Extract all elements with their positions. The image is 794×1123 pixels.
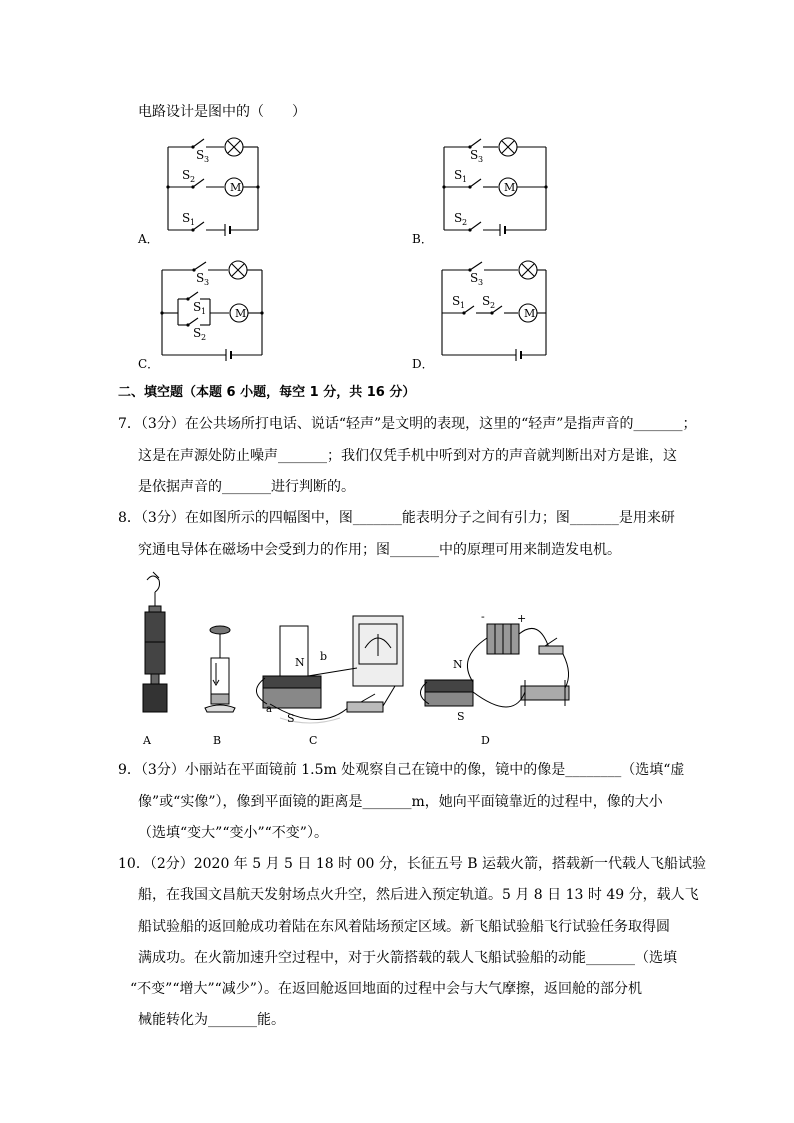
option-a-label: A． [138, 232, 159, 246]
circuit-option-a [138, 132, 268, 248]
circuit-b-diagram [412, 132, 552, 244]
svg-text:M: M [524, 307, 536, 320]
option-b-label: B． [412, 232, 433, 246]
svg-text:3: 3 [478, 155, 484, 164]
circuit-c-diagram [138, 255, 268, 367]
figure-b-label: B [213, 734, 222, 747]
svg-text:3: 3 [478, 278, 484, 287]
circuit-a-diagram [138, 132, 268, 244]
question-6-tail: 电路设计是图中的（ ） [138, 104, 306, 120]
svg-text:3: 3 [204, 155, 210, 164]
svg-text:1: 1 [190, 218, 196, 227]
question-10-line-3: 船试验船的返回舱成功着陆在东风着陆场预定区域。新飞船试验船飞行试验任务取得圆 [138, 919, 670, 935]
question-10-line-2: 船，在我国文昌航天发射场点火升空，然后进入预定轨道。5 月 8 日 13 时 49 分，载人飞 [138, 887, 699, 903]
circuit-option-c [138, 255, 268, 371]
svg-text:S: S [193, 300, 202, 314]
figure-a-label: A [143, 734, 151, 747]
svg-text:b: b [320, 650, 328, 663]
svg-text:3: 3 [204, 278, 210, 287]
svg-text:S: S [454, 168, 463, 182]
question-8-line-1: 8．（3分）在如图所示的四幅图中，图_______能表明分子之间有引力；图_______是用来研 [118, 510, 675, 526]
option-d-label: D． [412, 357, 434, 371]
svg-text:S: S [452, 294, 461, 308]
motor-label: M [230, 181, 242, 194]
svg-text:S: S [193, 326, 202, 340]
svg-text:S: S [287, 712, 295, 725]
svg-text:2: 2 [201, 333, 207, 342]
circuit-option-d [412, 255, 552, 371]
option-c-label: C． [138, 357, 160, 371]
svg-text:S: S [457, 710, 465, 723]
svg-text:N: N [453, 658, 463, 671]
svg-text:S: S [470, 271, 479, 285]
svg-text:S: S [454, 211, 463, 225]
svg-text:1: 1 [462, 175, 468, 184]
circuit-option-b [412, 132, 552, 248]
svg-text:S: S [182, 168, 191, 182]
question-8-line-2: 究通电导体在磁场中会受到力的作用；图_______中的原理可用来制造发电机。 [138, 542, 621, 558]
section-heading: 二、填空题（本题 6 小题，每空 1 分，共 16 分） [118, 385, 416, 400]
svg-text:a: a [266, 704, 272, 715]
question-8-figure [125, 568, 595, 748]
question-10-line-5: “不变”“增大”“减少”）。在返回舱返回地面的过程中会与大气摩擦，返回舱的部分机 [130, 981, 642, 997]
svg-text:S: S [482, 294, 491, 308]
question-7-line-2: 这是在声源处防止噪声_______；我们仅凭手机中听到对方的声音就判断出对方是谁，这 [138, 448, 677, 464]
question-10-line-1: 10．（2分）2020 年 5 月 5 日 18 时 00 分，长征五号 B 运载火箭，搭载新一代载人飞船试验 [118, 856, 707, 872]
question-7-line-3: 是依据声音的_______进行判断的。 [138, 479, 355, 495]
question-9-line-1: 9．（3分）小丽站在平面镜前 1.5m 处观察自己在镜中的像，镜中的像是________（选填“虚 [118, 762, 685, 778]
svg-text:2: 2 [462, 218, 468, 227]
svg-text:1: 1 [201, 307, 207, 316]
svg-text:S: S [196, 148, 205, 162]
figure-d-motor [420, 624, 569, 707]
question-7-line-1: 7．（3分）在公共场所打电话、说话“轻声”是文明的表现，这里的“轻声”是指声音的_______； [118, 416, 697, 432]
svg-text:2: 2 [190, 175, 196, 184]
svg-text:+: + [517, 612, 527, 625]
svg-text:2: 2 [490, 301, 496, 310]
figure-a-lead-cylinders [143, 572, 167, 712]
question-10-line-6: 械能转化为_______能。 [138, 1012, 285, 1028]
svg-text:-: - [481, 610, 485, 623]
svg-text:S: S [182, 211, 191, 225]
figure-c-induction [256, 616, 403, 723]
question-9-line-3: （选填“变大”“变小”“不变”）。 [138, 825, 328, 841]
svg-text:M: M [504, 181, 516, 194]
figure-b-syringe [205, 626, 235, 712]
figure-c-label: C [309, 734, 318, 747]
svg-text:N: N [295, 656, 305, 669]
four-experiment-diagrams [125, 568, 595, 748]
svg-text:S: S [470, 148, 479, 162]
question-10-line-4: 满成功。在火箭加速升空过程中，对于火箭搭载的载人飞船试验船的动能_______（选填 [138, 950, 677, 966]
svg-text:1: 1 [460, 301, 466, 310]
figure-d-label: D [481, 734, 490, 747]
svg-text:S: S [196, 271, 205, 285]
circuit-d-diagram [412, 255, 552, 367]
question-9-line-2: 像”或“实像”），像到平面镜的距离是_______m，她向平面镜靠近的过程中，像的大小 [138, 794, 663, 810]
svg-text:M: M [235, 307, 247, 320]
